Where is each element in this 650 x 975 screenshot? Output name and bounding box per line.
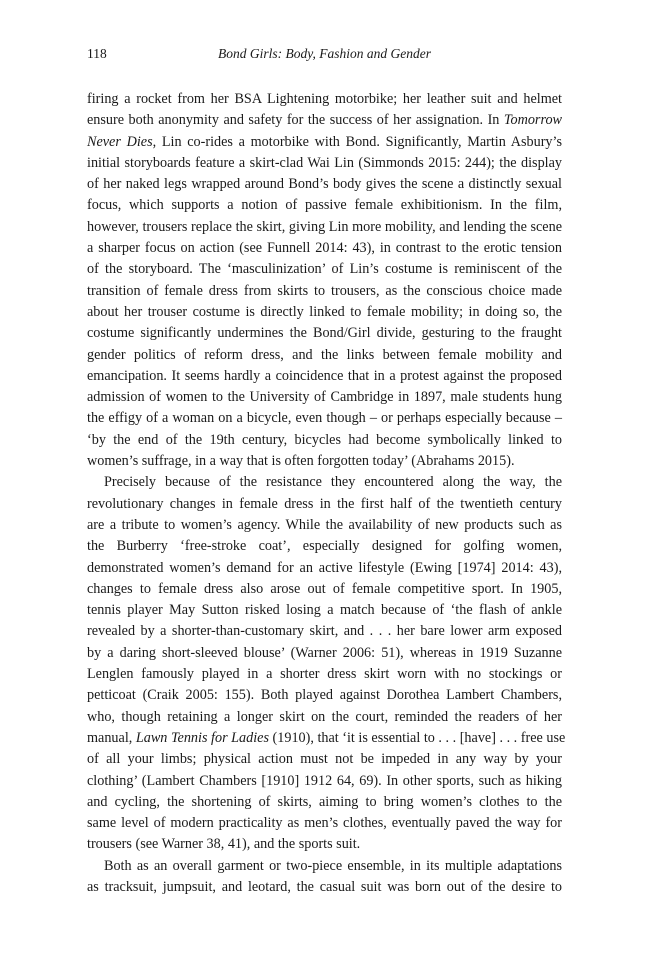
text-line: Precisely because of the resistance they encountered along the way, the (104, 474, 562, 491)
text-line: about her trouser costume is directly linked to female mobility; in doing so, the (87, 303, 562, 320)
text-line: transition of female dress from skirts to trousers, as the conscious choice made (87, 282, 562, 299)
text-line: petticoat (Craik 2005: 155). Both played against Dorothea Lambert Chambers, (87, 687, 562, 704)
text-line: manual, Lawn Tennis for Ladies (1910), that ‘it is essential to . . . [have] . . . free use (87, 729, 566, 746)
text-line: Both as an overall garment or two-piece ensemble, in its multiple adaptations (104, 857, 562, 874)
text-line: focus, which supports a notion of passive female exhibitionism. In the film, (87, 197, 562, 214)
text-line: demonstrated women’s demand for an active lifestyle (Ewing [1974] 2014: 43), (87, 559, 562, 576)
text-line: as tracksuit, jumpsuit, and leotard, the casual suit was born out of the desire to (87, 878, 562, 895)
text-line: tennis player May Sutton risked losing a match because of ‘the flash of ankle (87, 602, 562, 619)
text-line: same level of modern practicality as men’s clothes, eventually paved the way for (87, 815, 562, 832)
paragraph (87, 472, 566, 855)
text-line: by a daring short-sleeved blouse’ (Warner 2006: 51), whereas in 1919 Suzanne (87, 644, 562, 661)
text-line: Never Dies, Lin co-rides a motorbike with Bond. Significantly, Martin Asbury’s (87, 133, 562, 150)
text-line: emancipation. It seems hardly a coincidence that in a protest against the proposed (87, 367, 562, 384)
paragraph (87, 89, 562, 472)
text-line: revolutionary changes in female dress in the first half of the twentieth century (87, 495, 562, 512)
text-line: are a tribute to women’s agency. While the availability of new products such as (87, 516, 562, 533)
body-text (87, 89, 566, 898)
paragraph (87, 856, 562, 899)
text-line: trousers (see Warner 38, 41), and the sports suit. (87, 836, 361, 853)
text-line: who, though retaining a longer skirt on the court, reminded the readers of her (87, 708, 562, 725)
text-line: ‘by the end of the 19th century, bicycles had become symbolically linked to (87, 431, 562, 448)
text-line: women’s suffrage, in a way that is often forgotten today’ (Abrahams 2015). (87, 453, 515, 470)
italic-title: Tomorrow (503, 112, 562, 129)
page-header (87, 46, 562, 66)
text-line: ensure both anonymity and safety for the success of her assignation. In Tomorrow (87, 112, 562, 129)
text-line: and cycling, the shortening of skirts, aiming to bring women’s clothes to the (87, 793, 562, 810)
text-line: changes to female dress also arose out of female competitive sport. In 1905, (87, 580, 562, 597)
text-line: admission of women to the University of Cambridge in 1897, male students hung (87, 389, 562, 406)
text-line: the Burberry ‘free-stroke coat’, especially designed for golfing women, (87, 538, 562, 555)
text-line: clothing’ (Lambert Chambers [1910] 1912 64, 69). In other sports, such as hiking (87, 772, 562, 789)
italic-title: Never Dies (87, 133, 153, 150)
text-line: initial storyboards feature a skirt-clad Wai Lin (Simmonds 2015: 244); the display (87, 154, 562, 171)
text-line: however, trousers replace the skirt, giving Lin more mobility, and lending the scene (87, 218, 562, 235)
text-line: gender politics of reform dress, and the links between female mobility and (87, 346, 562, 363)
text-line: Lenglen famously played in a shorter dress skirt worn with no stockings or (87, 666, 562, 683)
page-number: 118 (87, 46, 107, 61)
text-line: a sharper focus on action (see Funnell 2014: 43), in contrast to the erotic tension (87, 240, 562, 257)
text-line: firing a rocket from her BSA Lightening motorbike; her leather suit and helmet (87, 91, 562, 107)
text-line: of all your limbs; physical action must not be impeded in any way by your (87, 751, 562, 768)
running-title: Bond Girls: Body, Fashion and Gender (218, 46, 431, 61)
text-line: of the storyboard. The ‘masculinization’ of Lin’s costume is reminiscent of the (87, 261, 562, 278)
italic-title: Lawn Tennis for Ladies (135, 729, 269, 746)
text-line: of her naked legs wrapped around Bond’s body gives the scene a distinctly sexual (87, 176, 562, 193)
text-line: revealed by a shorter-than-customary skirt, and . . . her bare lower arm exposed (87, 623, 562, 640)
text-line: costume significantly undermines the Bond/Girl divide, gesturing to the fraught (87, 325, 562, 342)
text-line: the effigy of a woman on a bicycle, even though – or perhaps especially because – (87, 410, 562, 427)
